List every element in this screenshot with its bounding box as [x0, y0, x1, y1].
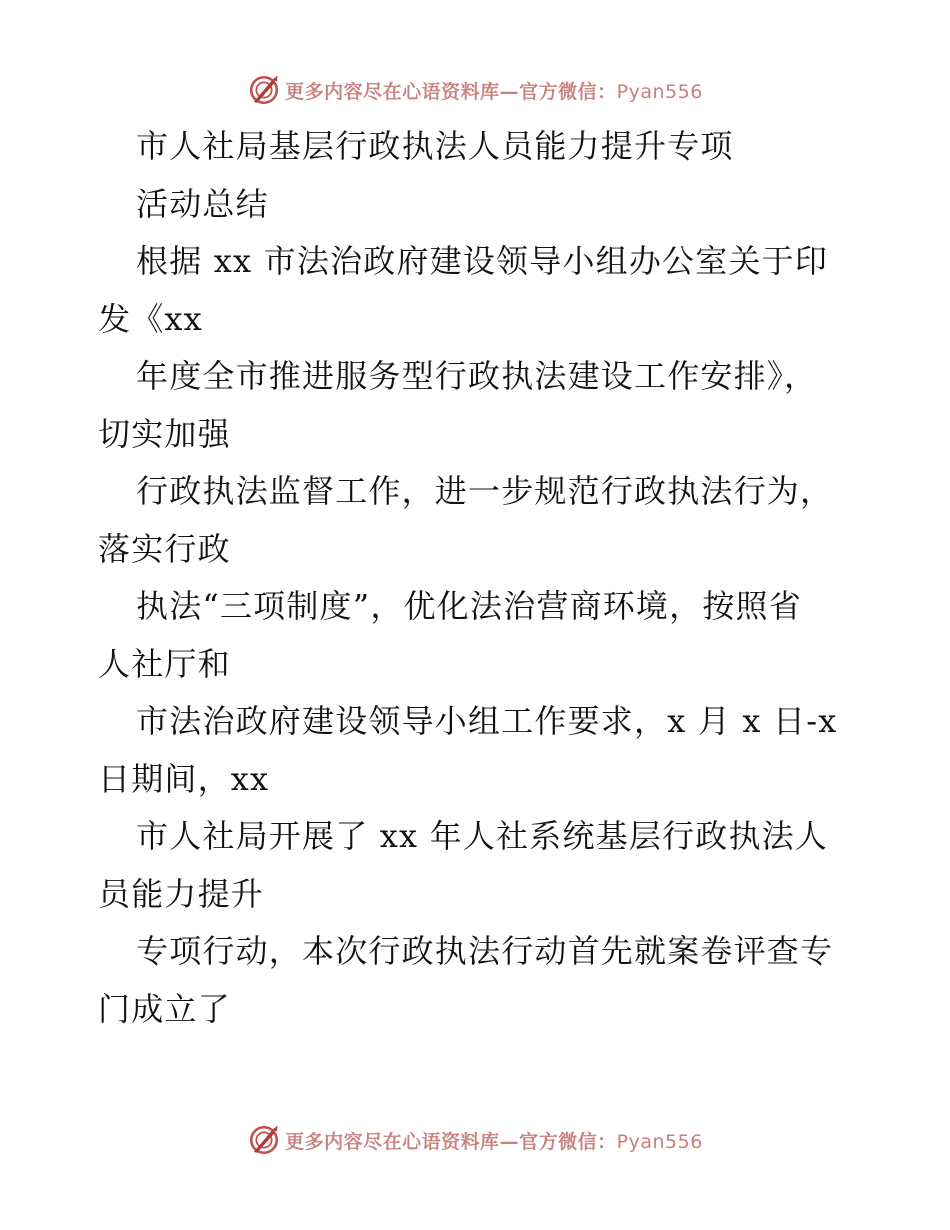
text-line: 执法“三项制度”，优化法治营商环境，按照省 [136, 587, 802, 625]
text-line: 行政执法监督工作，进一步规范行政执法行为， [136, 472, 834, 510]
document-body [98, 118, 868, 1038]
title-line-2: 活动总结 [136, 184, 269, 223]
text-line: 人社厅和 [98, 644, 231, 683]
watermark-banner-bottom [0, 1120, 950, 1160]
watermark-text: 更多内容尽在心语资料库—官方微信：Pyan556 [285, 80, 703, 103]
watermark-text: 更多内容尽在心语资料库—官方微信：Pyan556 [285, 1130, 703, 1153]
text-line: 市法治政府建设领导小组工作要求，x 月 x 日-x [136, 702, 838, 740]
watermark-banner-top [0, 70, 950, 110]
quill-pen-logo-icon [247, 73, 281, 107]
text-line: 员能力提升 [98, 874, 265, 913]
text-line: 发《xx [98, 299, 203, 338]
text-line: 切实加强 [98, 414, 231, 453]
text-line: 专项行动，本次行政执法行动首先就案卷评查专 [136, 932, 834, 970]
text-line: 年度全市推进服务型行政执法建设工作安排》， [136, 357, 818, 395]
title-line-1: 市人社局基层行政执法人员能力提升专项 [136, 127, 734, 165]
text-line: 根据 xx 市法治政府建设领导小组办公室关于印 [136, 242, 829, 280]
quill-pen-logo-icon [247, 1123, 281, 1157]
text-line: 落实行政 [98, 529, 231, 568]
text-line: 日期间，xx [98, 759, 270, 798]
text-line: 门成立了 [98, 989, 231, 1028]
text-line: 市人社局开展了 xx 年人社系统基层行政执法人 [136, 817, 829, 855]
